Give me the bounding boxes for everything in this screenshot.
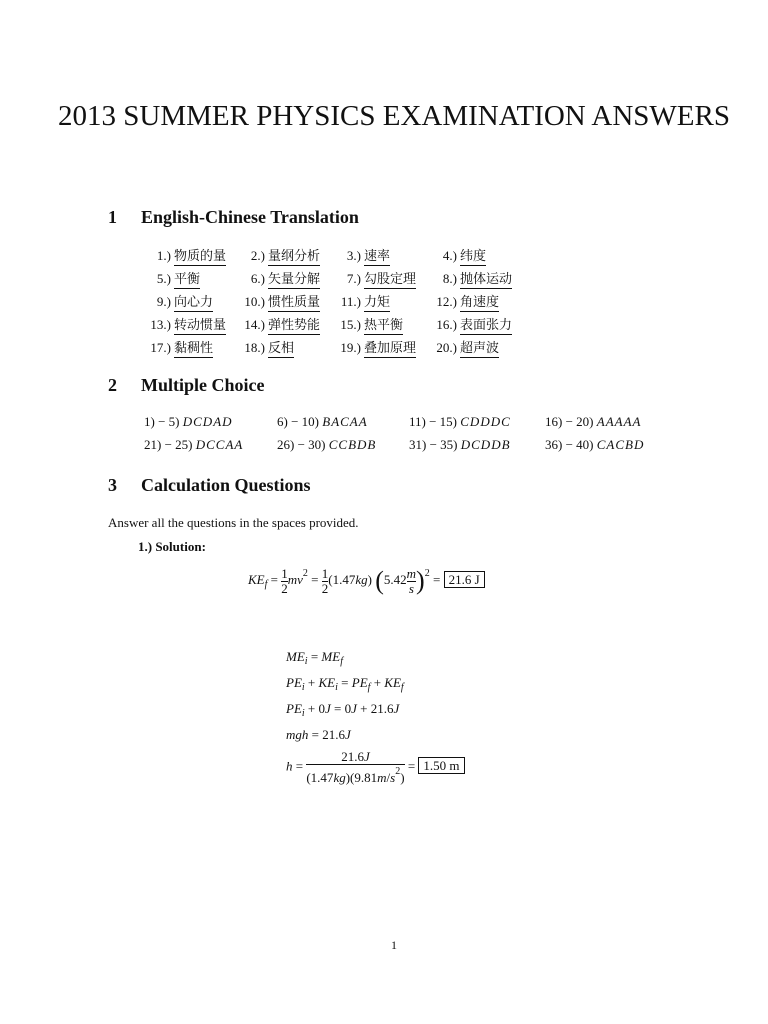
translation-item bbox=[432, 291, 499, 310]
answer-letters: CDDDC bbox=[460, 414, 511, 429]
equation-line: mgh = 21.6J bbox=[286, 727, 351, 742]
question-range: 16) − 20) bbox=[545, 414, 594, 429]
answer-letters: DCDAD bbox=[182, 414, 233, 429]
multiple-choice-item bbox=[409, 437, 511, 453]
translation-term: 量纲分析 bbox=[268, 249, 321, 264]
translation-item bbox=[336, 314, 403, 333]
translation-term: 超声波 bbox=[460, 341, 500, 356]
section-title: Calculation Questions bbox=[141, 475, 311, 495]
translation-term: 惯性质量 bbox=[268, 295, 321, 310]
equation-line: $ME_i = ME_f$ bbox=[286, 649, 343, 667]
kinetic-energy-equation: $KE_f$ = $\frac{1}{2}$ $mv^2$ = $\frac{1}{2}$ (1.47kg) (5.42 $\frac{m}{s}$ )$^2$ = 21.6 J bbox=[248, 566, 485, 596]
multiple-choice-item bbox=[409, 414, 511, 430]
section-heading-translation bbox=[108, 207, 359, 228]
equation-line: $PE_i + 0J = 0J + 21.6J$ bbox=[286, 701, 400, 719]
multiple-choice-item bbox=[277, 437, 376, 453]
answer-letters: BACAA bbox=[322, 414, 368, 429]
answer-letters: DCCAA bbox=[195, 437, 244, 452]
translation-number: 13.) bbox=[150, 317, 171, 332]
translation-number: 15.) bbox=[340, 317, 361, 332]
translation-item bbox=[145, 245, 226, 264]
section-number: 1 bbox=[108, 207, 117, 227]
translation-number: 5.) bbox=[156, 271, 171, 286]
translation-term: 角速度 bbox=[460, 295, 500, 310]
question-range: 26) − 30) bbox=[277, 437, 326, 452]
translation-item bbox=[145, 314, 226, 333]
multiple-choice-item bbox=[545, 437, 644, 453]
height-equation: h = $\frac{21.6J}{(1.47kg)(9.81m/s^2)}$ = 1.50 m bbox=[286, 750, 465, 785]
translation-item bbox=[336, 268, 416, 287]
translation-term: 叠加原理 bbox=[364, 341, 417, 356]
translation-number: 10.) bbox=[244, 294, 265, 309]
height-answer-box: 1.50 m bbox=[418, 757, 464, 774]
translation-number: 20.) bbox=[436, 340, 457, 355]
translation-item bbox=[336, 245, 390, 264]
calculation-intro: Answer all the questions in the spaces provided. bbox=[108, 515, 359, 530]
translation-number: 14.) bbox=[244, 317, 265, 332]
question-range: 21) − 25) bbox=[144, 437, 193, 452]
section-heading-multiple-choice bbox=[108, 375, 265, 396]
translation-number: 18.) bbox=[244, 340, 265, 355]
translation-number: 4.) bbox=[442, 248, 457, 263]
translation-term: 平衡 bbox=[174, 272, 201, 287]
translation-item bbox=[145, 268, 200, 287]
translation-term: 勾股定理 bbox=[364, 272, 417, 287]
translation-number: 3.) bbox=[346, 248, 361, 263]
translation-item bbox=[240, 291, 320, 310]
translation-item bbox=[240, 245, 320, 264]
translation-term: 热平衡 bbox=[364, 318, 404, 333]
translation-item bbox=[432, 314, 512, 333]
question-range: 11) − 15) bbox=[409, 414, 458, 429]
question-range: 36) − 40) bbox=[545, 437, 594, 452]
question-range: 31) − 35) bbox=[409, 437, 458, 452]
translation-term: 向心力 bbox=[174, 295, 214, 310]
section-number: 2 bbox=[108, 375, 117, 395]
answer-letters: CACBD bbox=[596, 437, 645, 452]
translation-number: 6.) bbox=[250, 271, 265, 286]
translation-number: 8.) bbox=[442, 271, 457, 286]
multiple-choice-item bbox=[277, 414, 368, 430]
translation-number: 12.) bbox=[436, 294, 457, 309]
answer-letters: CCBDB bbox=[328, 437, 377, 452]
translation-number: 17.) bbox=[150, 340, 171, 355]
translation-term: 速率 bbox=[364, 249, 391, 264]
translation-term: 抛体运动 bbox=[460, 272, 513, 287]
section-heading-calculation bbox=[108, 475, 311, 496]
translation-item bbox=[432, 245, 486, 264]
translation-term: 转动惯量 bbox=[174, 318, 227, 333]
translation-item bbox=[336, 337, 416, 356]
translation-term: 力矩 bbox=[364, 295, 391, 310]
translation-number: 11.) bbox=[340, 294, 361, 309]
translation-term: 弹性势能 bbox=[268, 318, 321, 333]
question-range: 1) − 5) bbox=[144, 414, 180, 429]
translation-term: 矢量分解 bbox=[268, 272, 321, 287]
translation-number: 16.) bbox=[436, 317, 457, 332]
ke-answer-box: 21.6 J bbox=[444, 571, 485, 588]
solution-label: 1.) Solution: bbox=[138, 539, 206, 554]
page-number: 1 bbox=[391, 938, 397, 952]
section-number: 3 bbox=[108, 475, 117, 495]
multiple-choice-item bbox=[545, 414, 641, 430]
translation-item bbox=[145, 291, 213, 310]
answer-letters: AAAAA bbox=[596, 414, 642, 429]
translation-term: 黏稠性 bbox=[174, 341, 214, 356]
translation-term: 反相 bbox=[268, 341, 295, 356]
translation-term: 表面张力 bbox=[460, 318, 513, 333]
translation-number: 19.) bbox=[340, 340, 361, 355]
multiple-choice-item bbox=[144, 414, 233, 430]
translation-term: 物质的量 bbox=[174, 249, 227, 264]
translation-item bbox=[240, 268, 320, 287]
translation-term: 纬度 bbox=[460, 249, 487, 264]
translation-item bbox=[240, 314, 320, 333]
section-title: English-Chinese Translation bbox=[141, 207, 359, 227]
question-range: 6) − 10) bbox=[277, 414, 319, 429]
translation-number: 9.) bbox=[156, 294, 171, 309]
translation-number: 2.) bbox=[250, 248, 265, 263]
translation-number: 7.) bbox=[346, 271, 361, 286]
translation-item bbox=[432, 337, 499, 356]
answer-letters: DCDDB bbox=[460, 437, 511, 452]
page-title: 2013 SUMMER PHYSICS EXAMINATION ANSWERS bbox=[58, 100, 730, 132]
translation-item bbox=[336, 291, 390, 310]
equation-line: $PE_i + KE_i = PE_f + KE_f$ bbox=[286, 675, 404, 693]
translation-number: 1.) bbox=[156, 248, 171, 263]
translation-item bbox=[240, 337, 294, 356]
section-title: Multiple Choice bbox=[141, 375, 265, 395]
translation-item bbox=[145, 337, 213, 356]
translation-item bbox=[432, 268, 512, 287]
multiple-choice-item bbox=[144, 437, 243, 453]
